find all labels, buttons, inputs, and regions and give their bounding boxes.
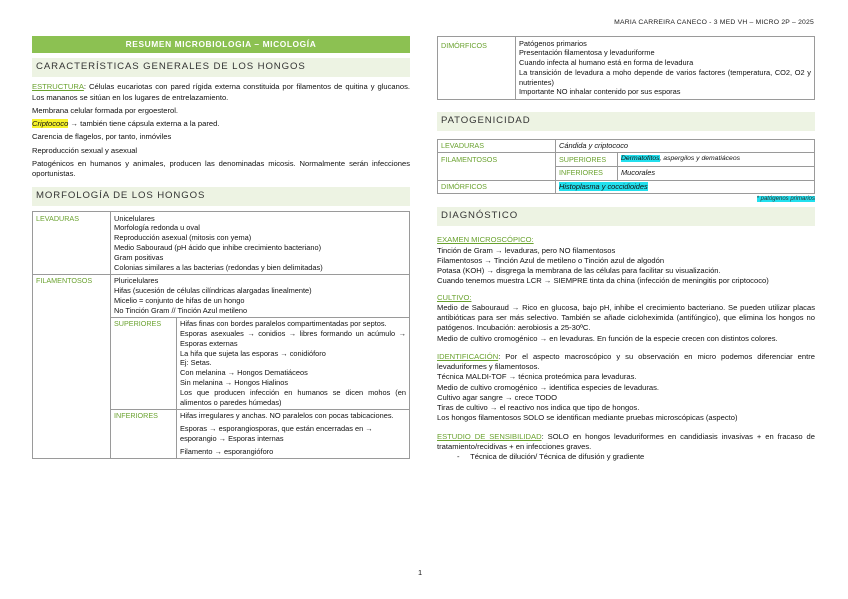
superiores-line: Sin melanina → Hongos Hialinos bbox=[180, 377, 289, 387]
criptococo-paragraph bbox=[32, 119, 410, 129]
left-column bbox=[32, 36, 410, 459]
superiores-line: La hifa que sujeta las esporas → conidióforo bbox=[180, 348, 326, 358]
pat-superiores-value bbox=[618, 153, 815, 167]
sensibilidad-text: : SOLO en hongos levaduriformes en candidiasis invasivas + en fracaso de tratamiento/recidivas + en infecciones graves. bbox=[437, 431, 815, 451]
dimorficos-line: Patógenos primarios bbox=[519, 38, 587, 48]
examen-label-line bbox=[437, 235, 815, 245]
inferiores-cell bbox=[177, 409, 410, 458]
patogenicidad-table bbox=[437, 139, 815, 195]
filamentosos-line: Hifas (sucesión de células cilíndricas alargadas linealmente) bbox=[114, 286, 312, 296]
identificacion-line: Tiras de cultivo → el reactivo nos indica que tipo de hongos. bbox=[437, 403, 640, 413]
identificacion-line: Los hongos filamentosos SOLO se identifican mediante pruebas microscópicas (aspecto) bbox=[437, 413, 738, 423]
inferiores-line: Esporas → esporangiosporas, que están encerradas en → esporangio → Esporas internas bbox=[180, 424, 373, 443]
cultivo-line: Medio de Sabouraud → Rico en glucosa, bajo pH, inhibe el crecimiento bacteriano. Se pueden utilizar placas antibióticas para ser más selectivo. También se añade cicloheximida (antifúngico), que elimina los hongos no patógenos. Incubación: aerobiosis a 25-30ºC. bbox=[437, 302, 815, 333]
flagelos-paragraph: Carencia de flagelos, por tanto, inmóviles bbox=[32, 132, 172, 142]
bullet-dash-icon: - bbox=[457, 452, 471, 462]
dimorficos-line: Cuando infecta al humano está en forma de levadura bbox=[519, 58, 694, 68]
right-column bbox=[437, 36, 815, 462]
inferiores-line: Hifas irregulares y anchas. NO paralelos con pocas tabicaciones. bbox=[180, 411, 394, 421]
reproduccion-paragraph: Reproducción sexual y asexual bbox=[32, 145, 138, 155]
superiores-line: Con melanina → Hongos Dematiáceos bbox=[180, 368, 308, 378]
examen-line: Potasa (KOH) → disgrega la membrana de las células para facilitar su visualización. bbox=[437, 266, 721, 276]
section-heading-diagnostico: DIAGNÓSTICO bbox=[437, 207, 815, 226]
inferiores-label: INFERIORES bbox=[111, 409, 177, 458]
dimorficos-table bbox=[437, 36, 815, 100]
examen-line: Filamentosos → Tinción Azul de metileno o Tinción azul de algodón bbox=[437, 255, 665, 265]
estructura-paragraph bbox=[32, 82, 410, 103]
patogenicos-paragraph: Patogénicos en humanos y animales, producen las denominadas micosis. Normalmente serán infecciones oportunistas. bbox=[32, 158, 410, 179]
filamentosos-line: Micelio = conjunto de hifas de un hongo bbox=[114, 295, 245, 305]
identificacion-label: IDENTIFICACIÓN bbox=[437, 351, 499, 361]
table-row bbox=[438, 37, 815, 100]
table-row bbox=[438, 139, 815, 153]
sensibilidad-bullet-text: Técnica de dilución/ Técnica de difusión y gradiente bbox=[470, 452, 645, 462]
levaduras-line: Reproducción asexual (mitosis con yema) bbox=[114, 233, 252, 243]
identificacion-text: : Por el aspecto macroscópico y su observación en micro podemos diferenciar entre levaduriformes y filamentosos. bbox=[437, 351, 815, 372]
table-row bbox=[33, 274, 410, 317]
cultivo-label: CULTIVO: bbox=[437, 292, 472, 302]
examen-line: Cuando tenemos muestra LCR → SIEMPRE tinta da china (infección de meningitis por criptococo) bbox=[437, 276, 769, 286]
cultivo-label-line bbox=[437, 293, 815, 303]
filamentosos-line: Pluricelulares bbox=[114, 276, 159, 286]
levaduras-line: Colonias similares a las bacterias (redondas y bien delimitadas) bbox=[114, 262, 323, 272]
filamentosos-line: No Tinción Gram // Tinción Azul metileno bbox=[114, 305, 248, 315]
dimorficos-label: DIMÓRFICOS bbox=[438, 37, 516, 100]
dimorficos-line: Importante NO inhalar contenido por sus esporas bbox=[519, 87, 681, 97]
pat-superiores-label: SUPERIORES bbox=[556, 153, 618, 167]
levaduras-line: Medio Sabouraud (pH ácido que inhibe crecimiento bacteriano) bbox=[114, 243, 322, 253]
criptococo-highlight: Criptococo bbox=[32, 119, 69, 129]
levaduras-line: Morfología redonda u oval bbox=[114, 223, 200, 233]
identificacion-line: Cultivo agar sangre → crece TODO bbox=[437, 392, 558, 402]
sensibilidad-label: ESTUDIO DE SENSIBILIDAD bbox=[437, 431, 542, 441]
section-heading-morfologia: MORFOLOGÍA DE LOS HONGOS bbox=[32, 187, 410, 206]
pat-levaduras-value: Cándida y criptococo bbox=[556, 139, 815, 153]
membrana-paragraph: Membrana celular formada por ergoesterol. bbox=[32, 105, 179, 115]
dimorficos-line: Presentación filamentosa y levaduriforme bbox=[519, 48, 655, 58]
pat-dimorficos-value bbox=[556, 180, 815, 194]
examen-line: Tinción de Gram → levaduras, pero NO filamentosos bbox=[437, 245, 616, 255]
morfologia-table bbox=[32, 211, 410, 459]
section-heading-patogenicidad: PATOGENICIDAD bbox=[437, 112, 815, 131]
dimorficos-highlight: Histoplasma y coccidioides bbox=[559, 182, 648, 192]
sensibilidad-bullet bbox=[437, 452, 815, 462]
pat-dimorficos-label: DIMÓRFICOS bbox=[438, 180, 556, 194]
cultivo-line: Medio de cultivo cromogénico → en levaduras. En función de la especie crecen con distintos colores. bbox=[437, 333, 778, 343]
criptococo-text: → también tiene cápsula externa a la pared. bbox=[68, 119, 220, 129]
filamentosos-label: FILAMENTOSOS bbox=[33, 274, 111, 458]
pat-filamentosos-label: FILAMENTOSOS bbox=[438, 153, 556, 180]
inferiores-line: Filamento → esporangióforo bbox=[180, 446, 274, 456]
pat-inferiores-label: INFERIORES bbox=[556, 166, 618, 180]
pat-inferiores-value: Mucorales bbox=[618, 166, 815, 180]
identificacion-line: Técnica MALDI-TOF → técnica proteómica para levaduras. bbox=[437, 372, 637, 382]
examen-label: EXAMEN MICROSCÓPICO: bbox=[437, 235, 534, 245]
superiores-line: Esporas asexuales → conidios → libres formando un acúmulo → Esporas externas bbox=[180, 329, 406, 348]
sensibilidad-paragraph bbox=[437, 432, 815, 453]
dimorficos-cell bbox=[516, 37, 815, 100]
pat-superiores-rest: , aspergilos y dematiáceos bbox=[659, 154, 741, 162]
estructura-label: ESTRUCTURA bbox=[32, 82, 84, 92]
table-row bbox=[33, 212, 410, 275]
filamentosos-cell bbox=[111, 274, 410, 317]
patogenos-note bbox=[437, 195, 815, 203]
table-row bbox=[438, 153, 815, 167]
document-author-header: MARIA CARREIRA CANECO - 3 MED VH – MICRO 2P – 2025 bbox=[614, 19, 814, 26]
estructura-text: : Células eucariotas con pared rígida externa constituida por filamentos de quitina y glucanos. Los mananos se sitúan en los lugares de entrelazamiento. bbox=[32, 82, 410, 102]
dimorficos-line: La transición de levadura a moho depende de varios factores (temperatura, CO2, O2 y nutrientes) bbox=[519, 67, 811, 87]
document-title: RESUMEN MICROBIOLOGIA – MICOLOGÍA bbox=[32, 36, 410, 53]
levaduras-cell bbox=[111, 212, 410, 275]
dermatofitos-highlight: Dermatofitos bbox=[621, 154, 660, 162]
levaduras-line: Unicelulares bbox=[114, 213, 155, 223]
pat-levaduras-label: LEVADURAS bbox=[438, 139, 556, 153]
identificacion-line: Medio de cultivo cromogénico → identifica especies de levaduras. bbox=[437, 382, 660, 392]
table-row bbox=[438, 180, 815, 194]
superiores-cell bbox=[177, 317, 410, 409]
superiores-line: Los que producen infección en humanos se dicen mohos (en alimentos o paredes húmedas) bbox=[180, 387, 406, 407]
superiores-label: SUPERIORES bbox=[111, 317, 177, 409]
superiores-line: Hifas finas con bordes paralelos compartimentadas por septos. bbox=[180, 319, 387, 329]
page-number: 1 bbox=[418, 568, 423, 577]
levaduras-line: Gram positivas bbox=[114, 252, 164, 262]
levaduras-label: LEVADURAS bbox=[33, 212, 111, 275]
superiores-line: Ej: Setas. bbox=[180, 358, 212, 368]
identificacion-paragraph bbox=[437, 352, 815, 373]
patogenos-note-text: * patógenos primarios bbox=[756, 196, 815, 203]
section-heading-general: CARACTERÍSTICAS GENERALES DE LOS HONGOS bbox=[32, 58, 410, 77]
